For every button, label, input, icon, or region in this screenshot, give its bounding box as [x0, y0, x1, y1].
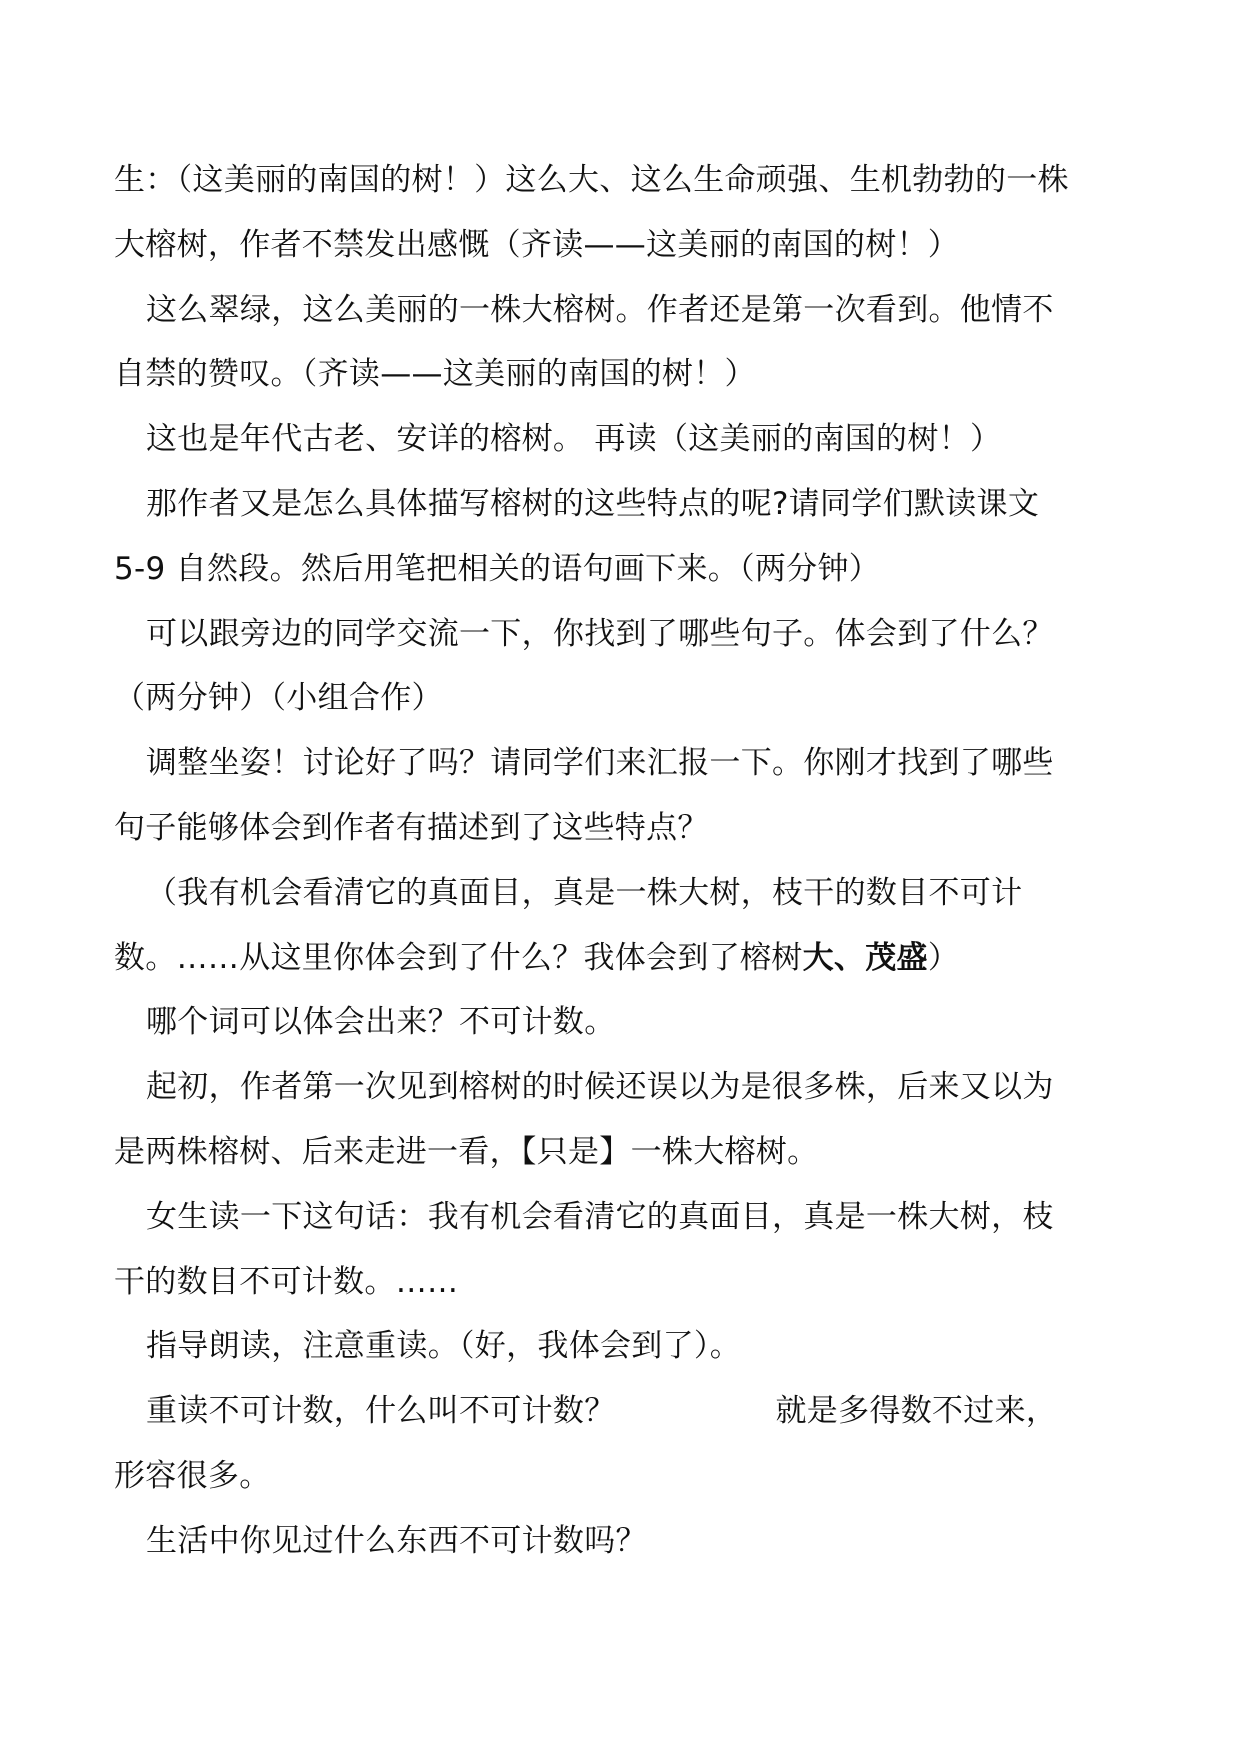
text-segment: 重读不可计数，什么叫不可计数？ [146, 1393, 616, 1430]
text-line: 5-9 自然段。然后用笔把相关的语句画下来。（两分钟） [114, 550, 881, 587]
text-line: 这也是年代古老、安详的榕树。 再读（这美丽的南国的树！） [146, 421, 1002, 458]
text-line: 那作者又是怎么具体描写榕树的这些特点的呢?请同学们默读课文 [146, 485, 1040, 522]
text-line: 哪个词可以体会出来？不可计数。 [146, 1004, 616, 1041]
text-line: （两分钟）（小组合作） [114, 680, 443, 717]
text-line: 起初，作者第一次见到榕树的时候还误以为是很多株，后来又以为 [146, 1069, 1054, 1106]
text-line: 自禁的赞叹。（齐读——这美丽的南国的树！） [114, 356, 756, 393]
text-segment: 数。……从这里你体会到了什么？我体会到了榕树 [114, 939, 803, 976]
document-body [114, 148, 1131, 1574]
bold-emphasis: 大、茂盛 [802, 939, 928, 976]
text-line-with-gap [114, 1379, 1131, 1444]
text-line: 形容很多。 [114, 1457, 271, 1494]
text-segment: 就是多得数不过来， [775, 1393, 1058, 1430]
text-line: 干的数目不可计数。…… [114, 1263, 459, 1300]
text-line: 生活中你见过什么东西不可计数吗？ [146, 1522, 647, 1559]
text-line: （我有机会看清它的真面目，真是一株大树，枝干的数目不可计 [146, 874, 1023, 911]
text-line: 生：（这美丽的南国的树！）这么大、这么生命顽强、生机勃勃的一株 [114, 162, 1069, 198]
text-line: 这么翠绿，这么美丽的一株大榕树。作者还是第一次看到。他情不 [146, 291, 1054, 328]
text-line: 句子能够体会到作者有描述到了这些特点？ [114, 809, 709, 846]
text-line: 是两株榕树、后来走进一看，【只是】一株大榕树。 [114, 1133, 819, 1170]
text-line: 调整坐姿！讨论好了吗？请同学们来汇报一下。你刚才找到了哪些 [146, 745, 1054, 782]
text-line: 可以跟旁边的同学交流一下，你找到了哪些句子。体会到了什么？ [146, 615, 1054, 652]
text-segment: ） [927, 939, 960, 976]
text-line: 女生读一下这句话：我有机会看清它的真面目，真是一株大树，枝 [146, 1198, 1054, 1235]
text-line-with-emphasis [114, 926, 1131, 991]
text-line: 指导朗读，注意重读。（好，我体会到了）。 [146, 1328, 741, 1365]
text-line: 大榕树，作者不禁发出感慨（齐读——这美丽的南国的树！） [114, 226, 960, 263]
